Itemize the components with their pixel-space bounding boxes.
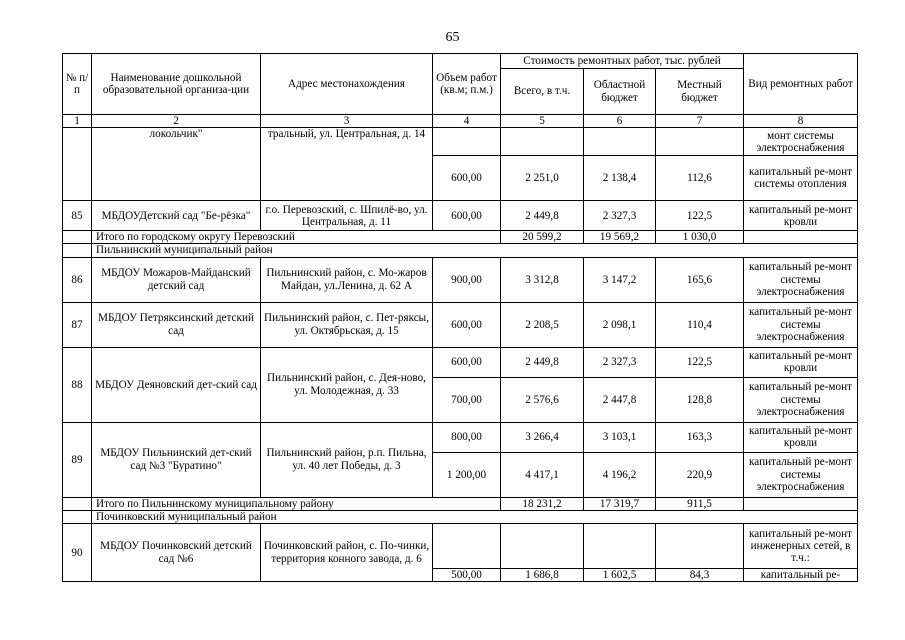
table-cell: [433, 524, 501, 569]
volume-cell: 800,00: [433, 422, 501, 452]
volume-cell: 600,00: [433, 156, 501, 201]
work-type-cell: монт системы электроснабжения: [744, 128, 858, 156]
local-cell: 112,6: [656, 156, 744, 201]
regional-cell: 2 327,3: [584, 347, 656, 377]
work-type-cell: капитальный ре-монт системы электроснабжения: [744, 302, 858, 347]
total-cell: 2 251,0: [501, 156, 584, 201]
section-heading: Починковский муниципальный район: [92, 510, 858, 523]
work-type-cell: капитальный ре-: [744, 569, 858, 582]
section-heading: Пильнинский муниципальный район: [92, 244, 858, 257]
work-type-cell: капитальный ре-монт системы отопления: [744, 156, 858, 201]
work-type-cell: капитальный ре-монт системы электроснабжения: [744, 257, 858, 302]
header-local: Местный бюджет: [656, 69, 744, 115]
address-cell: Пильнинский район, с. Дея-ново, ул. Молодежная, д. 33: [261, 347, 433, 422]
table-cell: [656, 128, 744, 156]
table-cell: [744, 497, 858, 510]
header-regional: Областной бюджет: [584, 69, 656, 115]
address-cell: Пильнинский район, с. Мо-жаров Майдан, ул.Ленина, д. 62 А: [261, 257, 433, 302]
index-cell: 8: [744, 115, 858, 128]
regional-cell: 2 138,4: [584, 156, 656, 201]
address-cell: тральный, ул. Центральная, д. 14: [261, 128, 433, 201]
subtotal-label: Итого по Пильнинскому муниципальному району: [92, 497, 501, 510]
local-cell: 128,8: [656, 377, 744, 422]
header-no: № п/п: [63, 54, 92, 115]
regional-cell: 4 196,2: [584, 452, 656, 497]
regional-cell: 2 447,8: [584, 377, 656, 422]
address-cell: г.о. Перевозский, с. Шпилё-во, ул. Центральная, д. 11: [261, 201, 433, 231]
local-cell: 110,4: [656, 302, 744, 347]
header-name: Наименование дошкольной образовательной организа-ции: [92, 54, 261, 115]
local-cell: 84,3: [656, 569, 744, 582]
address-cell: Пильнинский район, с. Пет-ряксы, ул. Октябрьская, д. 15: [261, 302, 433, 347]
row-number: 90: [63, 524, 92, 582]
total-cell: 2 449,8: [501, 347, 584, 377]
row-number: 87: [63, 302, 92, 347]
volume-cell: 600,00: [433, 201, 501, 231]
volume-cell: 600,00: [433, 347, 501, 377]
total-cell: 2 208,5: [501, 302, 584, 347]
work-type-cell: капитальный ре-монт инженерных сетей, в т.ч.:: [744, 524, 858, 569]
org-name-cell: МБДОУ Петряксинский детский сад: [92, 302, 261, 347]
index-cell: 7: [656, 115, 744, 128]
row-number: 89: [63, 422, 92, 497]
index-cell: 2: [92, 115, 261, 128]
total-cell: 3 266,4: [501, 422, 584, 452]
org-name-cell: локольчик": [92, 128, 261, 201]
address-cell: Пильнинский район, р.п. Пильна, ул. 40 лет Победы, д. 3: [261, 422, 433, 497]
work-type-cell: капитальный ре-монт системы электроснабжения: [744, 452, 858, 497]
table-cell: [584, 128, 656, 156]
table-cell: [63, 510, 92, 523]
work-type-cell: капитальный ре-монт кровли: [744, 347, 858, 377]
row-number: 88: [63, 347, 92, 422]
index-cell: 3: [261, 115, 433, 128]
total-cell: 1 686,8: [501, 569, 584, 582]
table-cell: [656, 524, 744, 569]
subtotal-total: 18 231,2: [501, 497, 584, 510]
index-cell: 1: [63, 115, 92, 128]
row-number: 85: [63, 201, 92, 231]
subtotal-regional: 19 569,2: [584, 231, 656, 244]
table-cell: [501, 128, 584, 156]
total-cell: 3 312,8: [501, 257, 584, 302]
work-type-cell: капитальный ре-монт кровли: [744, 201, 858, 231]
local-cell: 122,5: [656, 347, 744, 377]
local-cell: 163,3: [656, 422, 744, 452]
row-number: 86: [63, 257, 92, 302]
total-cell: 2 449,8: [501, 201, 584, 231]
subtotal-local: 911,5: [656, 497, 744, 510]
regional-cell: 3 103,1: [584, 422, 656, 452]
regional-cell: 2 327,3: [584, 201, 656, 231]
table-cell: [501, 524, 584, 569]
header-volume: Объем работ (кв.м; п.м.): [433, 54, 501, 115]
local-cell: 220,9: [656, 452, 744, 497]
index-cell: 5: [501, 115, 584, 128]
subtotal-label: Итого по городскому округу Перевозский: [92, 231, 501, 244]
table-cell: [63, 244, 92, 257]
address-cell: Починковский район, с. По-чинки, территория конного завода, д. 6: [261, 524, 433, 582]
volume-cell: 900,00: [433, 257, 501, 302]
header-address: Адрес местонахождения: [261, 54, 433, 115]
local-cell: 165,6: [656, 257, 744, 302]
subtotal-local: 1 030,0: [656, 231, 744, 244]
volume-cell: 1 200,00: [433, 452, 501, 497]
total-cell: 4 417,1: [501, 452, 584, 497]
index-cell: 6: [584, 115, 656, 128]
org-name-cell: МБДОУ Можаров-Майданский детский сад: [92, 257, 261, 302]
repair-works-table: [62, 53, 858, 582]
org-name-cell: МБДОУДетский сад "Бе-рёзка": [92, 201, 261, 231]
header-total: Всего, в т.ч.: [501, 69, 584, 115]
total-cell: 2 576,6: [501, 377, 584, 422]
org-name-cell: МБДОУ Деяновский дет-ский сад: [92, 347, 261, 422]
index-cell: 4: [433, 115, 501, 128]
org-name-cell: МБДОУ Пильнинский дет-ский сад №3 "Буратино": [92, 422, 261, 497]
work-type-cell: капитальный ре-монт системы электроснабжения: [744, 377, 858, 422]
table-cell: [584, 524, 656, 569]
subtotal-total: 20 599,2: [501, 231, 584, 244]
work-type-cell: капитальный ре-монт кровли: [744, 422, 858, 452]
org-name-cell: МБДОУ Починковский детский сад №6: [92, 524, 261, 582]
table-cell: [63, 497, 92, 510]
local-cell: 122,5: [656, 201, 744, 231]
table-cell: [433, 128, 501, 156]
regional-cell: 2 098,1: [584, 302, 656, 347]
table-cell: [63, 231, 92, 244]
regional-cell: 1 602,5: [584, 569, 656, 582]
volume-cell: 700,00: [433, 377, 501, 422]
header-type: Вид ремонтных работ: [744, 54, 858, 115]
regional-cell: 3 147,2: [584, 257, 656, 302]
volume-cell: 600,00: [433, 302, 501, 347]
page-number: 65: [445, 30, 460, 45]
volume-cell: 500,00: [433, 569, 501, 582]
subtotal-regional: 17 319,7: [584, 497, 656, 510]
table-cell: [63, 128, 92, 201]
header-cost-group: Стоимость ремонтных работ, тыс. рублей: [501, 54, 744, 69]
table-cell: [744, 231, 858, 244]
